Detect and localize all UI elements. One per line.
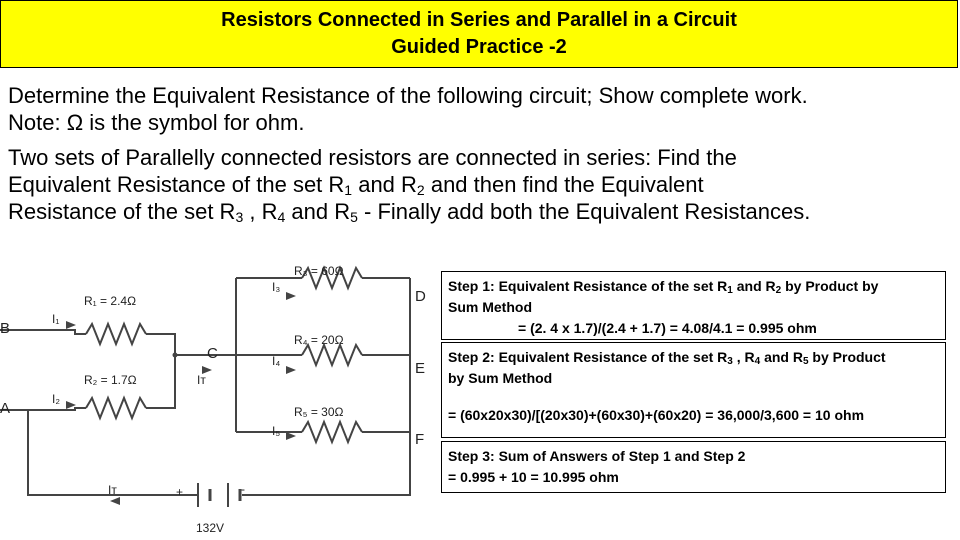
title-banner [0,0,958,68]
label-i3: I₃ [272,280,281,294]
arrow-it-bottom [110,497,120,505]
resistor-r2 [86,398,146,418]
label-r3: R₃ = 60Ω [294,264,344,278]
intro-line2: Note: Ω is the symbol for ohm. [8,110,305,135]
wire-right-rail [242,278,410,495]
label-i5: I₅ [272,424,281,438]
intro-para2-line2: Equivalent Resistance of the set $R_1$ and $R_2$ and then find the Equivalent [8,172,704,198]
node-c: C [207,345,218,362]
node-a: A [0,400,11,417]
circuit-diagram [0,258,440,540]
step3-line1: Step 3: Sum of Answers of Step 1 and Step 2 [448,448,746,464]
label-r2: R₂ = 1.7Ω [84,373,137,387]
step2-line2: by Sum Method [448,370,553,386]
label-it-mid: Iᴛ [197,373,206,387]
intro-line1: Determine the Equivalent Resistance of the following circuit; Show complete work. [8,83,808,108]
step1-line2: Sum Method [448,299,532,315]
step2-formula: = (60x20x30)/[(20x30)+(60x30)+(60x20) = 36,000/3,600 = 10 ohm [448,407,865,423]
node-b: B [0,320,11,337]
title-line1: Resistors Connected in Series and Parallel in a Circuit [221,9,737,31]
wire-a-branch [0,408,86,410]
title-line2: Guided Practice -2 [391,36,567,58]
wire-r1-right [146,334,175,355]
node-f: F [415,431,425,448]
arrow-i3 [286,292,296,300]
resistor-r5 [302,422,362,442]
arrow-i4 [286,366,296,374]
step1-line3: = (2. 4 x 1.7)/(2.4 + 1.7) = 4.08/4.1 = 0.995 ohm [518,320,817,336]
label-i4: I₄ [272,354,281,368]
node-d: D [415,288,426,305]
arrow-i5 [286,432,296,440]
step3-line2: = 0.995 + 10 = 10.995 ohm [448,469,619,485]
wire-r2-right [146,355,175,408]
label-i1: I₁ [52,312,60,326]
wire-b-branch [0,330,86,334]
arrow-i1 [66,321,76,329]
label-voltage: 132V [196,521,225,535]
label-r1: R₁ = 2.4Ω [84,294,137,308]
label-i2: I₂ [52,392,60,406]
intro-para2-line1: Two sets of Parallelly connected resistors are connected in series: Find the [8,145,737,170]
resistor-r4 [302,345,362,365]
label-plus: + [176,485,184,499]
problem-statement [8,82,953,225]
step3-box [441,441,946,493]
step1-line1: Step 1: Equivalent Resistance of the set $R_1$ and $R_2$ by Product by [448,278,879,296]
label-it-bottom: Iᴛ [108,483,117,497]
label-r5: R₅ = 30Ω [294,405,344,419]
step1-box [441,271,946,340]
label-r4: R₄ = 20Ω [294,333,344,347]
step2-box [441,342,946,438]
step2-line1: Step 2: Equivalent Resistance of the set $R_3$ , $R_4$ and $R_5$ by Product [448,349,886,367]
label-minus: - [241,482,245,496]
junction-dot [173,353,178,358]
node-e: E [415,360,426,377]
intro-para2-line3: Resistance of the set $R_3$ , $R_4$ and $R_5$ - Finally add both the Equivalent Resistances. [8,199,811,225]
resistor-r1 [86,324,146,344]
